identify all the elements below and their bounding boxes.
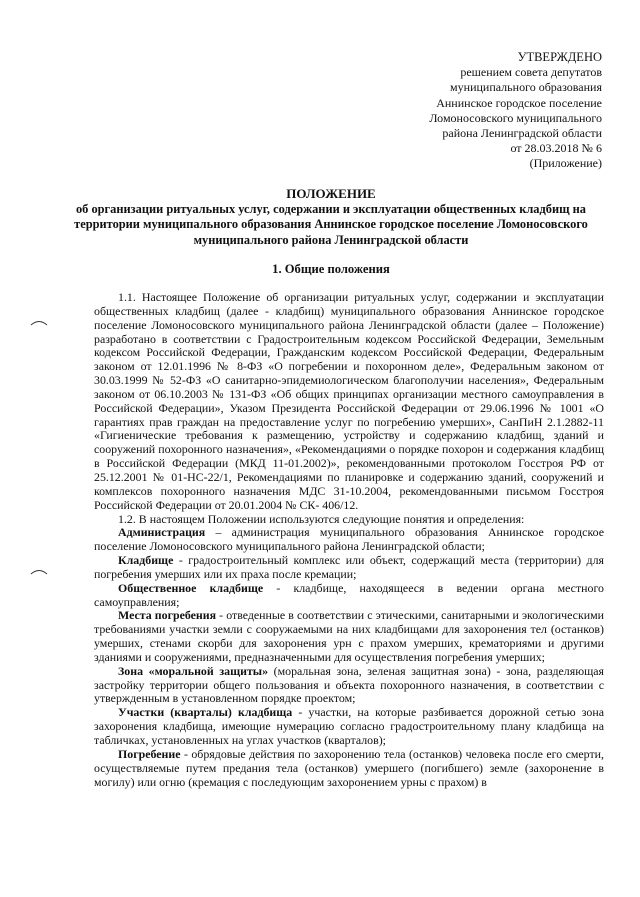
definition-text: - участки, на которые разбивается дорожной сетью зона захоронения кладбища, имеющие нумерацию согласно градостроительному плану кладбища на табличках, установленных на углах участков (кварталов); (94, 705, 604, 747)
definition-term: Зона «моральной защиты» (118, 663, 269, 678)
definition-text: - обрядовые действия по захоронению тела (останков) человека после его смерти, осуществляемые путем предания тела (останков) умершего (погибшего) земле (захоронение в могилу) или огню (кремация с последующим захоронением урны с прахом) в (94, 746, 604, 789)
paragraph-1-2: 1.2. В настоящем Положении используются следующие понятия и определения: (118, 511, 525, 526)
definition-item (94, 582, 604, 610)
definition-item (94, 554, 604, 582)
definition-text: (моральная зона, зеленая защитная зона) - зона, разделяющая застройку территории общего пользования и объекта похоронного назначения, в соответствии с утвержденным в установленном порядке проектом; (94, 663, 604, 706)
title-main: ПОЛОЖЕНИЕ (286, 186, 376, 201)
definition-item (94, 526, 604, 554)
approval-line: муниципального образования (450, 80, 602, 95)
approval-stamp (429, 50, 602, 172)
document-title (60, 186, 602, 248)
approval-line: Ломоносовского муниципального (429, 110, 602, 125)
approval-line: от 28.03.2018 № 6 (510, 141, 602, 156)
binding-hole-mark (30, 318, 48, 326)
approval-line: района Ленинградской области (442, 126, 602, 141)
title-subtitle: об организации ритуальных услуг, содержании и эксплуатации общественных кладбищ на территории муниципального образования Аннинское городское поселение Ломоносовского муниципального района Ленинградской области (74, 202, 588, 247)
definition-text: - градостроительный комплекс или объект, содержащий места (территории) для погребения умерших или их праха после кремации; (94, 553, 604, 581)
definition-item (94, 609, 604, 664)
document-body (94, 291, 604, 789)
paragraph-1-1: 1.1. Настоящее Положение об организации ритуальных услуг, содержании и эксплуатации общественных кладбищ (далее - кладбищ) муниципального образования Аннинское городское поселение Ломоносовского муниципального района Ленинградской области (далее – Положение) разработано в соответствии с Градостроительным кодексом Российской Федерации, Земельным кодексом Российской Федерации, Гражданским кодексом Российской Федерации, Федеральным законом от 12.01.1996 № 8-ФЗ «О погребении и похоронном деле», Федеральным законом от 30.03.1999 № 52-ФЗ «О санитарно-эпидемиологическом благополучии населения», Федеральным законом от 06.10.2003 № 131-ФЗ «Об общих принципах организации местного самоуправления в Российской Федерации», Указом Президента Российской Федерации от 29.06.1996 № 1001 «О гарантиях прав граждан на предоставление услуг по погребению умерших», СанПиН 2.1.2882-11 «Гигиенические требования к размещению, устройству и содержанию кладбищ, зданий и сооружений похоронного назначения», «Рекомендациями о порядке похорон и содержания кладбищ в Российской Федерации (МКД 11-01.2002)», рекомендованными протоколом Госстроя РФ от 25.12.2001 № 01-НС-22/1, Рекомендациями по планировке и содержанию зданий, сооружений и комплексов похоронного назначения МДС 31-10.2004, рекомендованными письмом Госстроя Российской Федерации от 20.01.2004 № СК- 406/12. (94, 290, 604, 512)
definition-term: Погребение (118, 746, 181, 761)
definition-term: Общественное кладбище (118, 580, 264, 595)
approval-line: Аннинское городское поселение (436, 95, 602, 110)
definition-item (94, 665, 604, 707)
approval-line: решением совета депутатов (460, 65, 602, 80)
approval-heading: УТВЕРЖДЕНО (517, 50, 602, 64)
definition-term: Администрация (118, 525, 206, 540)
definition-term: Участки (кварталы) кладбища (118, 705, 293, 720)
binding-hole-mark (30, 567, 48, 575)
definition-item (94, 748, 604, 790)
definition-text: – администрация муниципального образования Аннинское городское поселение Ломоносовского муниципального района Ленинградской области; (94, 525, 604, 554)
definition-term: Кладбище (118, 553, 174, 568)
definition-text: - кладбище, находящееся в ведении органа местного самоуправления; (94, 580, 604, 609)
definition-term: Места погребения (118, 608, 217, 623)
definition-item (94, 706, 604, 748)
approval-line: (Приложение) (529, 156, 602, 171)
section-heading: 1. Общие положения (272, 262, 390, 276)
definition-text: - отведенные в соответствии с этическими, санитарными и экологическими требованиями участки земли с сооружаемыми на них кладбищами для захоронения тел (останков) умерших, стенами скорби для захоронения урн с прахом умерших, крематориями и другими зданиями и сооружениями, предназначенными для осуществления погребения умерших; (94, 608, 604, 664)
